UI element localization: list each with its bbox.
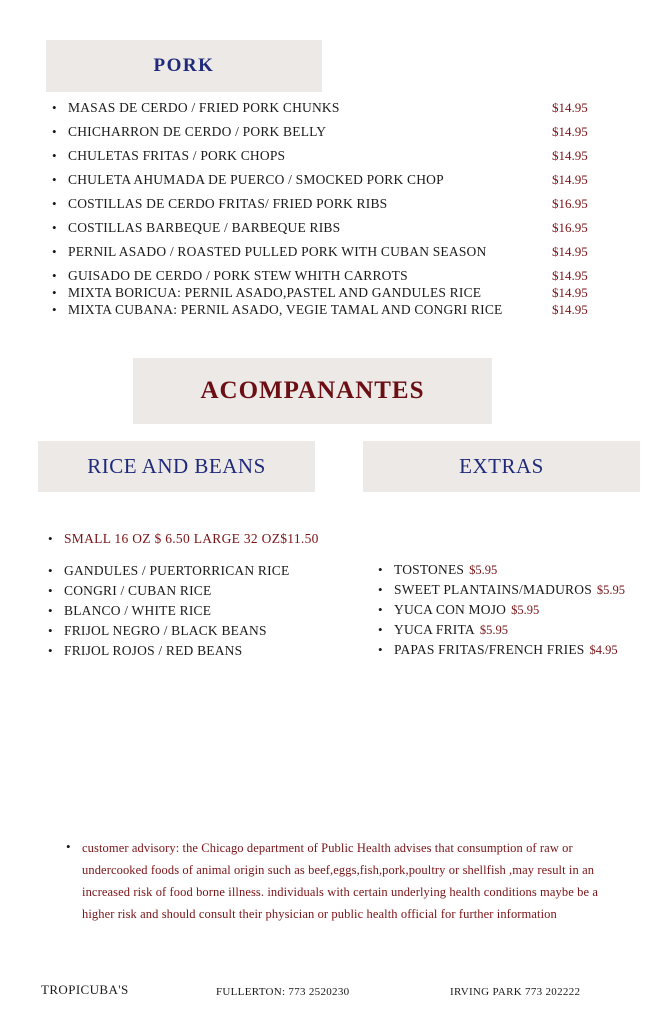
bullet-icon: • <box>378 642 383 657</box>
customer-advisory <box>66 838 626 926</box>
menu-item-row <box>52 285 612 301</box>
rice-and-beans-list <box>48 531 348 663</box>
menu-item-row <box>378 582 648 598</box>
menu-item-price: $16.95 <box>552 220 588 235</box>
menu-item-name: YUCA FRITA <box>394 622 475 637</box>
bullet-icon: • <box>52 220 57 235</box>
footer <box>0 982 663 1012</box>
menu-item-name: PAPAS FRITAS/FRENCH FRIES <box>394 642 585 657</box>
bullet-icon: • <box>48 531 53 546</box>
section-header-rice-and-beans <box>38 441 315 492</box>
bullet-icon: • <box>52 302 57 317</box>
menu-item-name: YUCA CON MOJO <box>394 602 507 617</box>
bullet-icon: • <box>48 643 53 658</box>
menu-item-row <box>52 100 612 116</box>
menu-item-name: MASAS DE CERDO / FRIED PORK CHUNKS <box>68 100 340 115</box>
bullet-icon: • <box>378 622 383 637</box>
section-header-pork <box>46 40 322 92</box>
menu-item-price: $5.95 <box>479 623 508 637</box>
menu-item-price: $4.95 <box>589 643 618 657</box>
menu-item-name: MIXTA BORICUA: PERNIL ASADO,PASTEL AND GANDULES RICE <box>68 285 482 300</box>
menu-item-price: $14.95 <box>552 100 588 115</box>
portion-size-row <box>48 531 348 547</box>
menu-item-name: COSTILLAS DE CERDO FRITAS/ FRIED PORK RIBS <box>68 196 388 211</box>
extras-list <box>378 562 648 662</box>
bullet-icon: • <box>52 196 57 211</box>
menu-item-row <box>378 622 648 638</box>
menu-item-row <box>52 124 612 140</box>
portion-size-text: SMALL 16 OZ $ 6.50 LARGE 32 OZ$11.50 <box>64 531 319 546</box>
section-header-extras <box>363 441 640 492</box>
section-header-acompanantes <box>133 358 492 424</box>
menu-item-name: COSTILLAS BARBEQUE / BARBEQUE RIBS <box>68 220 341 235</box>
menu-item-name: CHULETA AHUMADA DE PUERCO / SMOCKED PORK CHOP <box>68 172 444 187</box>
menu-item-name: TOSTONES <box>394 562 465 577</box>
section-title-pork: PORK <box>153 55 215 76</box>
menu-item-row <box>52 268 612 284</box>
menu-item-row <box>52 196 612 212</box>
menu-item-price: $5.95 <box>596 583 626 597</box>
bullet-icon: • <box>48 623 53 638</box>
menu-item-row <box>48 583 348 599</box>
section-title-rice-and-beans: RICE AND BEANS <box>87 454 266 478</box>
pork-item-list <box>52 100 612 319</box>
bullet-icon: • <box>378 562 383 577</box>
menu-item-name: GUISADO DE CERDO / PORK STEW WHITH CARROTS <box>68 268 408 283</box>
bullet-icon: • <box>48 583 53 598</box>
bullet-icon: • <box>52 285 57 300</box>
menu-item-price: $14.95 <box>552 285 588 300</box>
menu-item-row <box>378 562 648 578</box>
menu-item-name: GANDULES / PUERTORRICAN RICE <box>64 563 290 578</box>
menu-item-price: $16.95 <box>552 196 588 211</box>
bullet-icon: • <box>48 603 53 618</box>
menu-item-row <box>48 563 348 579</box>
bullet-icon: • <box>52 172 57 187</box>
menu-item-price: $14.95 <box>552 172 588 187</box>
menu-item-row <box>52 220 612 236</box>
menu-item-name: MIXTA CUBANA: PERNIL ASADO, VEGIE TAMAL AND CONGRI RICE <box>68 302 503 317</box>
menu-item-name: SWEET PLANTAINS/MADUROS <box>394 582 592 597</box>
bullet-icon: • <box>52 100 57 115</box>
brand-name: TROPICUBA'S <box>41 982 129 997</box>
menu-item-name: FRIJOL ROJOS / RED BEANS <box>64 643 243 658</box>
section-title-extras: EXTRAS <box>459 454 544 478</box>
bullet-icon: • <box>52 244 57 259</box>
menu-item-price: $5.95 <box>511 603 540 617</box>
bullet-icon: • <box>378 582 383 597</box>
menu-item-name: CHULETAS FRITAS / PORK CHOPS <box>68 148 286 163</box>
section-title-acompanantes: ACOMPANANTES <box>200 377 425 404</box>
menu-item-row <box>52 244 612 260</box>
menu-item-price: $14.95 <box>552 302 588 317</box>
bullet-icon: • <box>52 124 57 139</box>
menu-item-name: PERNIL ASADO / ROASTED PULLED PORK WITH CUBAN SEASON <box>68 244 487 259</box>
location-irving-park: IRVING PARK 773 202222 <box>450 986 581 998</box>
menu-item-price: $14.95 <box>552 148 588 163</box>
menu-item-row <box>52 148 612 164</box>
menu-item-row <box>48 603 348 619</box>
bullet-icon: • <box>48 563 53 578</box>
menu-item-price: $14.95 <box>552 124 588 139</box>
menu-item-row <box>378 602 648 618</box>
advisory-text: customer advisory: the Chicago department of Public Health advises that consumption of raw or undercooked foods of animal origin such as beef,eggs,fish,pork,poultry or shellfish ,may result in an increased risk of food borne illness. individuals with certain underlying health conditions maybe be a higher risk and should consult their physician or public health official for further information <box>82 841 598 921</box>
menu-item-price: $5.95 <box>469 563 498 577</box>
menu-item-name: CHICHARRON DE CERDO / PORK BELLY <box>68 124 327 139</box>
menu-item-price: $14.95 <box>552 268 588 283</box>
location-fullerton: FULLERTON: 773 2520230 <box>216 986 350 998</box>
menu-item-name: CONGRI / CUBAN RICE <box>64 583 212 598</box>
bullet-icon: • <box>378 602 383 617</box>
bullet-icon: • <box>52 268 57 283</box>
menu-item-row <box>48 643 348 659</box>
menu-item-row <box>52 302 612 318</box>
menu-item-row <box>48 623 348 639</box>
menu-item-price: $14.95 <box>552 244 588 259</box>
bullet-icon: • <box>52 148 57 163</box>
menu-item-row <box>378 642 648 658</box>
menu-item-row <box>52 172 612 188</box>
menu-item-name: FRIJOL NEGRO / BLACK BEANS <box>64 623 267 638</box>
menu-item-name: BLANCO / WHITE RICE <box>64 603 212 618</box>
bullet-icon: • <box>66 839 71 854</box>
